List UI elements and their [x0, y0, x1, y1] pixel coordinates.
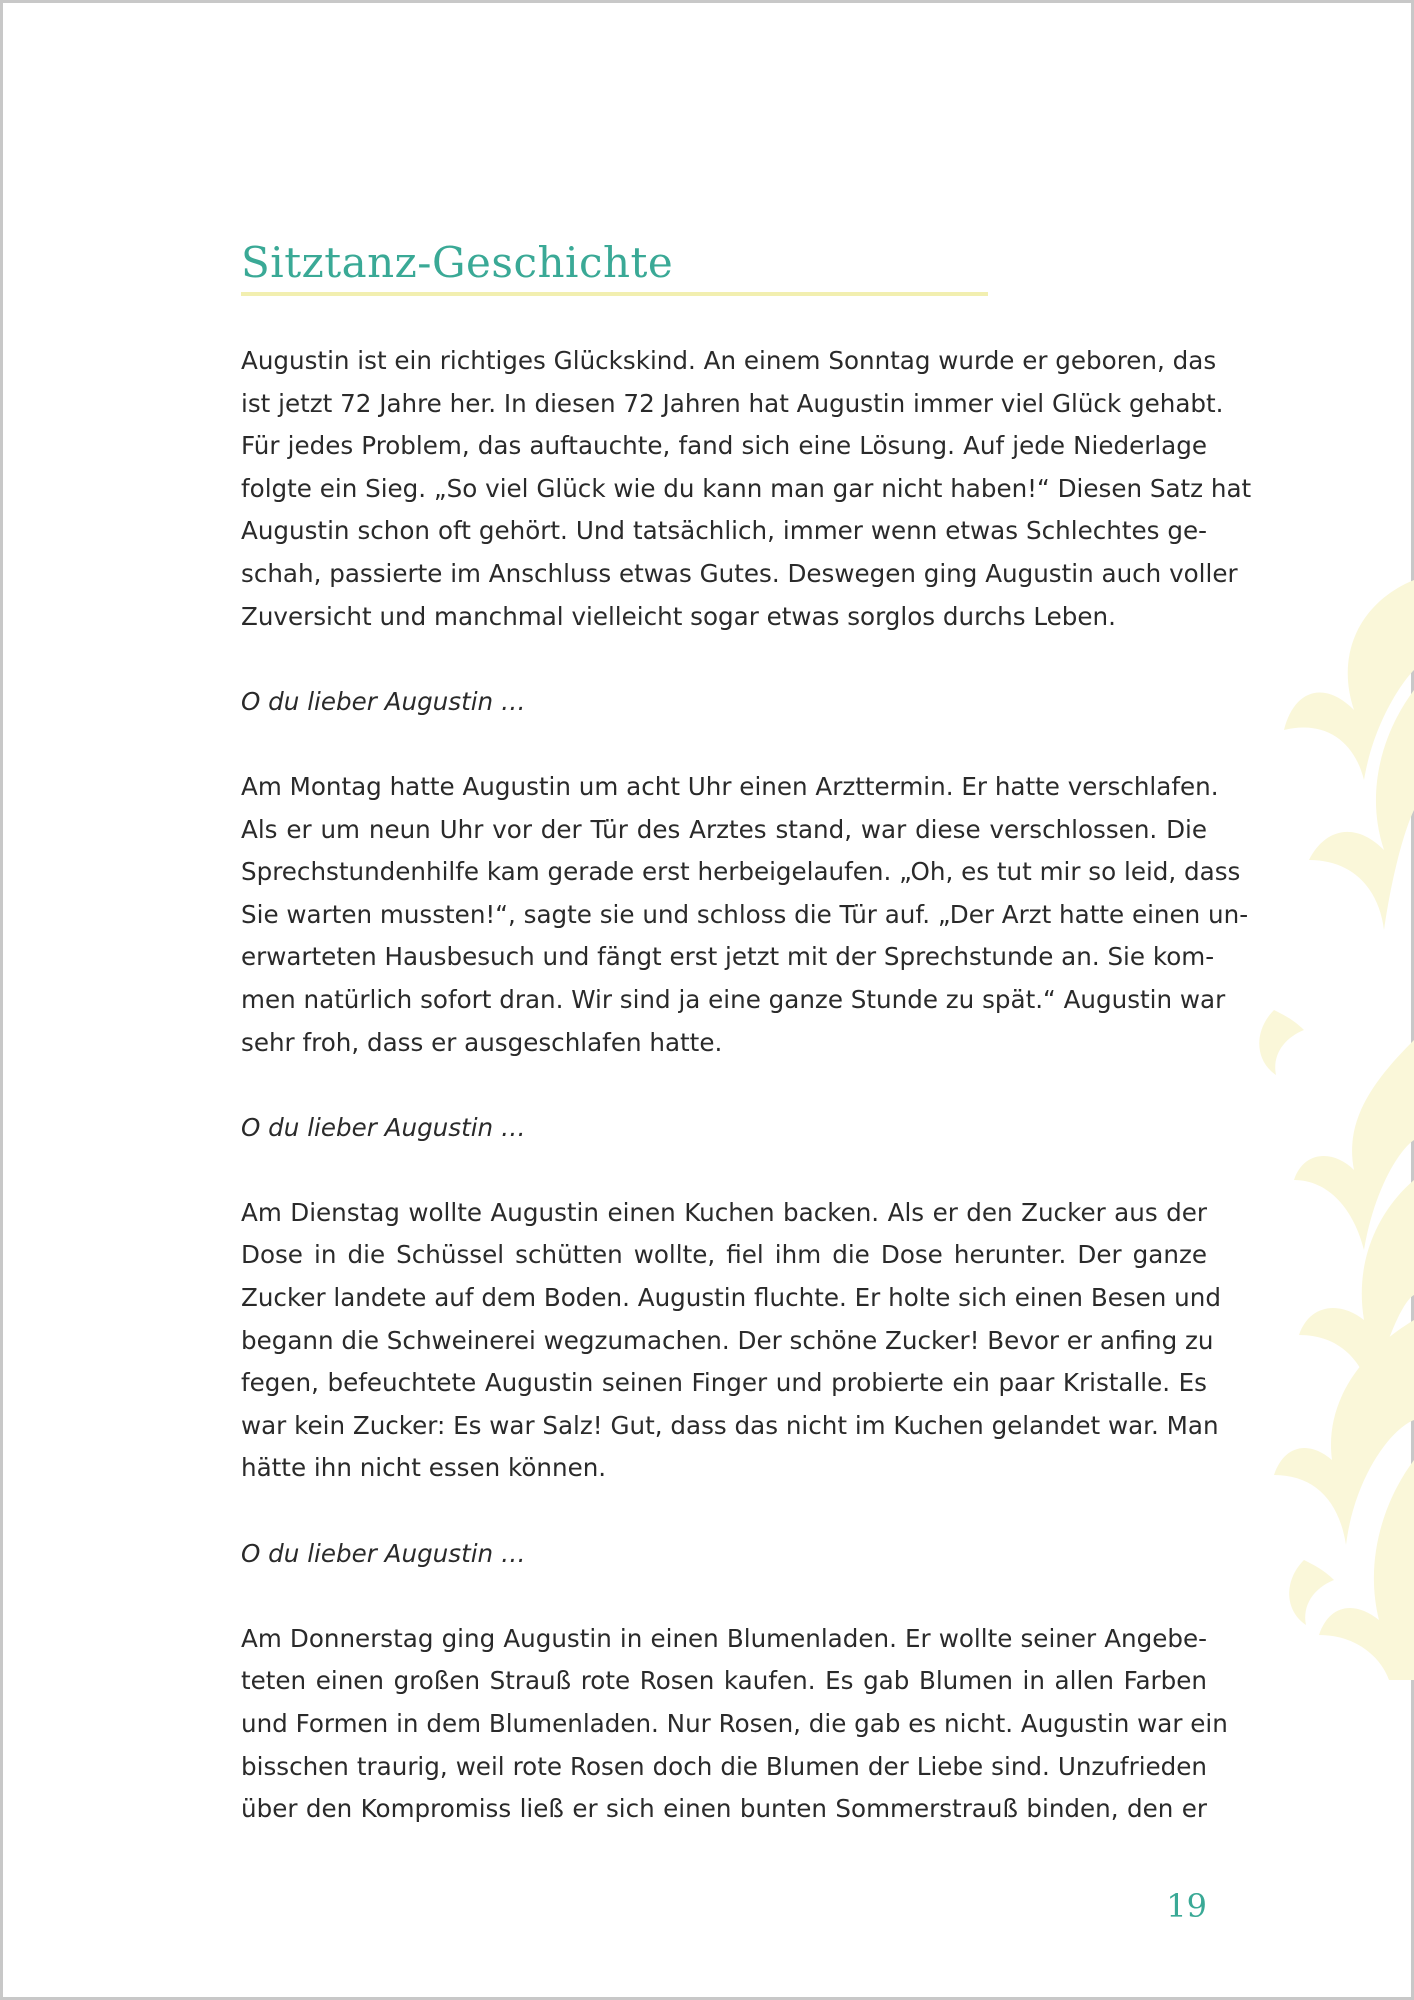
text-line: Dose in die Schüssel schütten wollte, fiel ihm die Dose herunter. Der ganze	[241, 1240, 1207, 1270]
text-line: Zuversicht und manchmal vielleicht sogar etwas sorglos durchs Leben.	[241, 601, 1116, 631]
story-body	[241, 340, 1252, 1873]
title-underline	[241, 292, 988, 296]
text-line: Als er um neun Uhr vor der Tür des Arztes stand, war diese verschlossen. Die	[241, 814, 1207, 844]
refrain-line: O du lieber Augustin …	[241, 1112, 526, 1142]
text-line: war kein Zucker: Es war Salz! Gut, dass das nicht im Kuchen gelandet war. Man	[241, 1410, 1219, 1440]
text-line: Augustin schon oft gehört. Und tatsächlich, immer wenn etwas Schlechtes ge-	[241, 516, 1207, 546]
text-line: schah, passierte im Anschluss etwas Gutes. Deswegen ging Augustin auch voller	[241, 558, 1238, 588]
text-line: erwarteten Hausbesuch und fängt erst jetzt mit der Sprechstunde an. Sie kom-	[241, 942, 1215, 972]
story-paragraph	[241, 1618, 1228, 1831]
text-line: Sprechstundenhilfe kam gerade erst herbeigelaufen. „Oh, es tut mir so leid, dass	[241, 857, 1241, 887]
text-line: über den Kompromiss ließ er sich einen bunten Sommerstrauß binden, den er	[241, 1794, 1207, 1824]
text-line: Für jedes Problem, das auftauchte, fand sich eine Lösung. Auf jede Niederlage	[241, 431, 1207, 461]
text-line: bisschen traurig, weil rote Rosen doch die Blumen der Liebe sind. Unzufrieden	[241, 1751, 1207, 1781]
text-line: fegen, befeuchtete Augustin seinen Finger und probierte ein paar Kristalle. Es	[241, 1368, 1207, 1398]
text-line: ist jetzt 72 Jahre her. In diesen 72 Jahren hat Augustin immer viel Glück gehabt.	[241, 388, 1224, 418]
text-line: Zucker landete auf dem Boden. Augustin fluchte. Er holte sich einen Besen und	[241, 1283, 1221, 1313]
text-line: Am Dienstag wollte Augustin einen Kuchen backen. Als er den Zucker aus der	[241, 1197, 1207, 1227]
text-line: folgte ein Sieg. „So viel Glück wie du kann man gar nicht haben!“ Diesen Satz hat	[241, 473, 1252, 503]
text-line: Augustin ist ein richtiges Glückskind. An einem Sonntag wurde er geboren, das	[241, 346, 1217, 375]
text-line: men natürlich sofort dran. Wir sind ja eine ganze Stunde zu spät.“ Augustin war	[241, 984, 1226, 1014]
text-line: begann die Schweinerei wegzumachen. Der schöne Zucker! Bevor er anfing zu	[241, 1325, 1214, 1355]
text-line: teten einen großen Strauß rote Rosen kaufen. Es gab Blumen in allen Farben	[241, 1666, 1207, 1696]
floral-ornament-icon	[1214, 560, 1414, 1680]
text-line: Am Donnerstag ging Augustin in einen Blumenladen. Er wollte seiner Angebe-	[241, 1623, 1207, 1653]
text-line: hätte ihn nicht essen können.	[241, 1453, 607, 1483]
refrain-line: O du lieber Augustin …	[241, 1538, 526, 1568]
text-line: und Formen in dem Blumenladen. Nur Rosen, die gab es nicht. Augustin war ein	[241, 1709, 1228, 1738]
story-paragraph	[241, 766, 1249, 1064]
text-line: sehr froh, dass er ausgeschlafen hatte.	[241, 1027, 723, 1057]
refrain-line: O du lieber Augustin …	[241, 686, 526, 716]
text-line: Am Montag hatte Augustin um acht Uhr einen Arzttermin. Er hatte verschlafen.	[241, 771, 1219, 801]
text-line: Sie warten mussten!“, sagte sie und schloss die Tür auf. „Der Arzt hatte einen un-	[241, 899, 1249, 929]
story-paragraph	[241, 340, 1252, 638]
story-paragraph	[241, 1192, 1221, 1490]
page-number: 19	[1166, 1887, 1207, 1925]
page-title: Sitztanz-Geschichte	[241, 238, 674, 287]
